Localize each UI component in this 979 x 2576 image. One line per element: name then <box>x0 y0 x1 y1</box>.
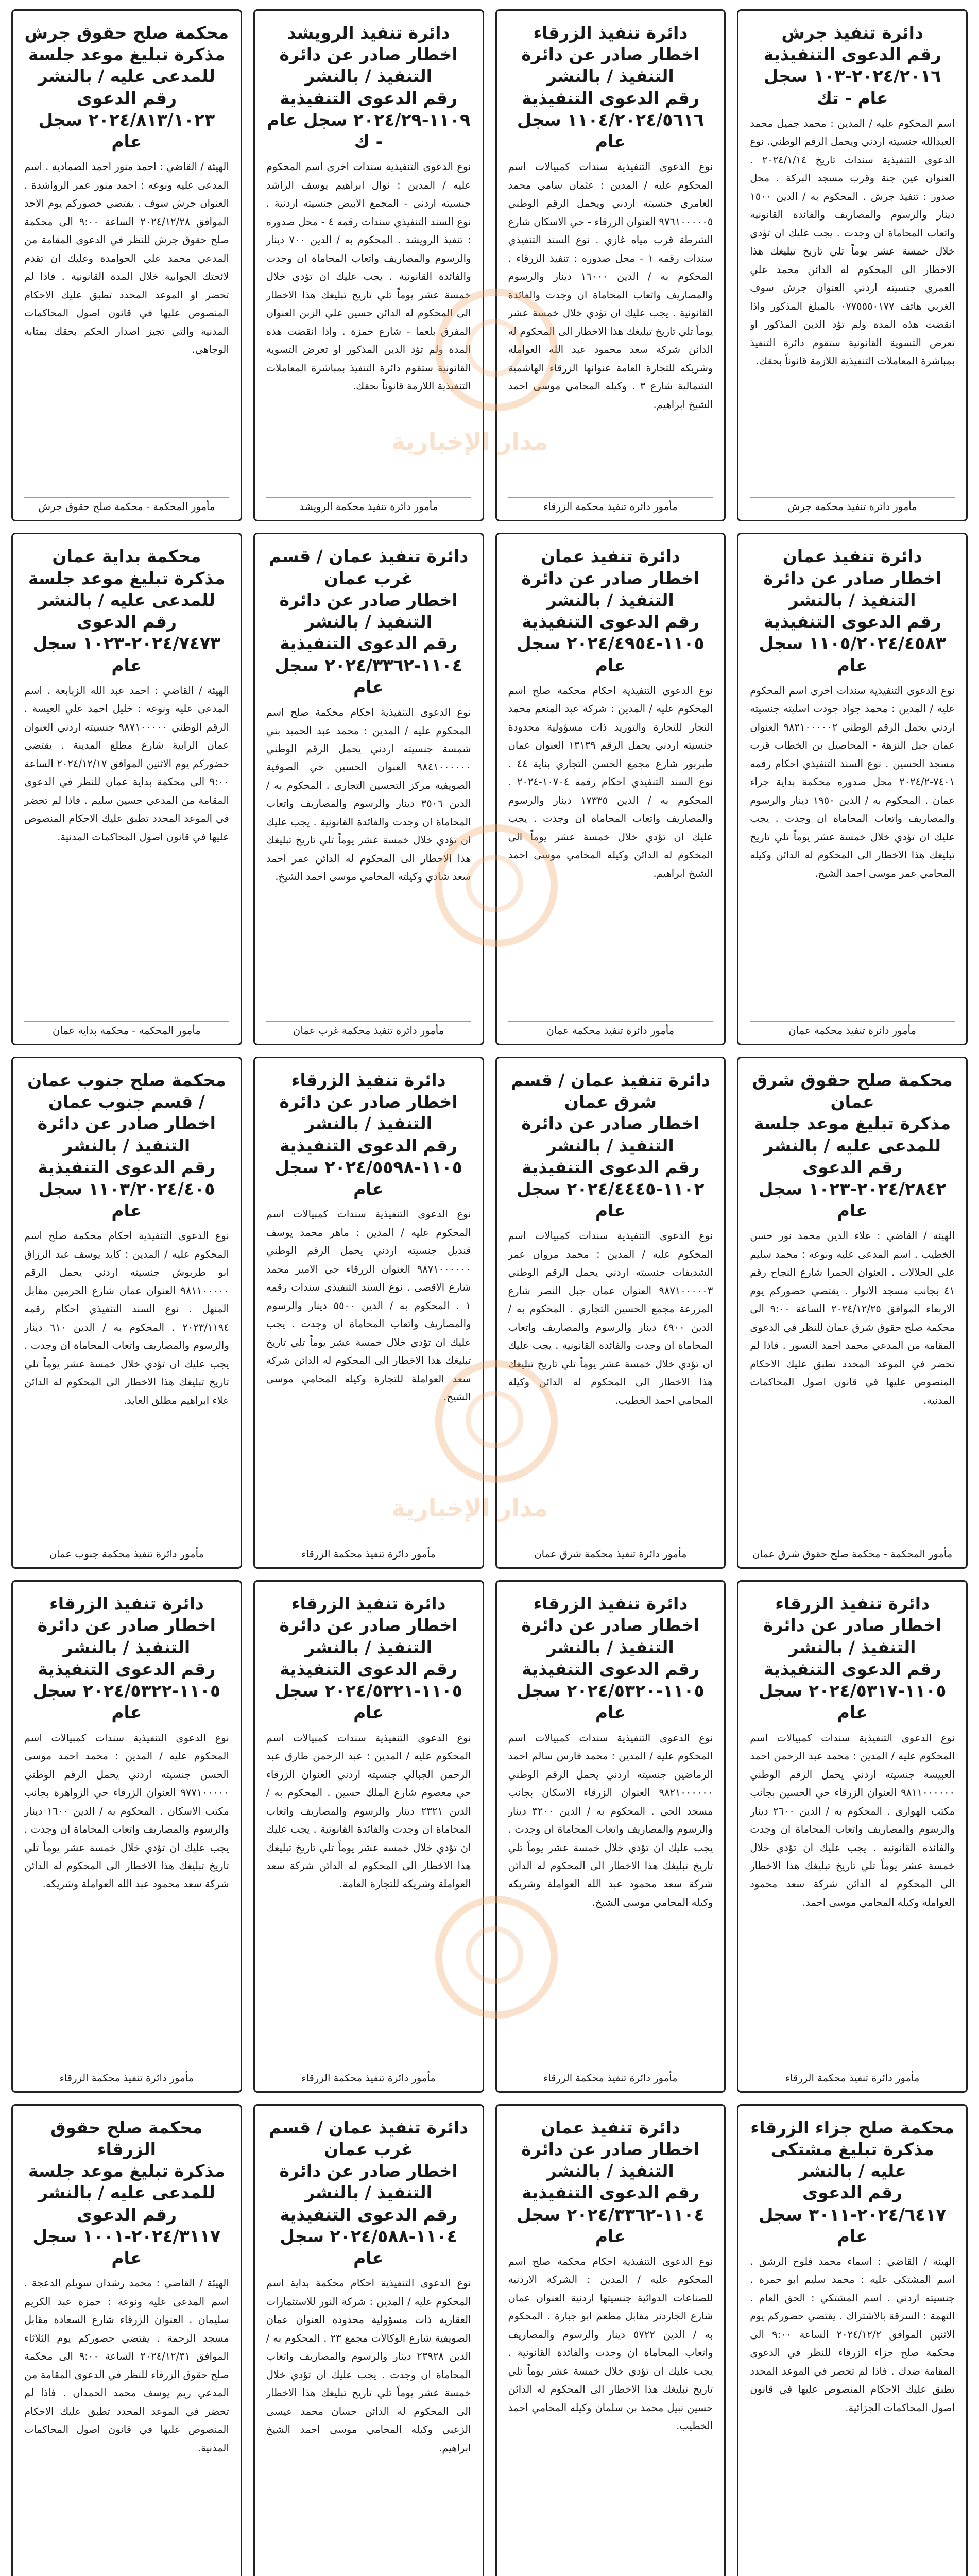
notice-footer: مأمور دائرة تنفيذ محكمة الزرقاء <box>266 2069 471 2084</box>
notice-heading-line: دائرة تنفيذ الزرقاء <box>291 1594 446 1614</box>
notice-heading-line: رقم الدعوى التنفيذية ١١٠٥/٢٠٢٤/٤٥٨٣ سجل عام <box>759 612 946 675</box>
notice-heading-line: دائرة تنفيذ الزرقاء <box>291 1070 446 1090</box>
notice-card <box>737 9 968 521</box>
notice-body <box>24 682 229 1018</box>
notice-body <box>508 2252 713 2576</box>
notice-card <box>253 2104 484 2576</box>
notice-footer: مأمور دائرة تنفيذ محكمة الزرقاء <box>266 1545 471 1560</box>
notices-grid <box>11 9 968 2576</box>
watermark-text: مدار الإخبارية <box>391 428 548 455</box>
notice-header <box>508 2117 713 2247</box>
notice-card <box>495 9 726 521</box>
notice-footer: مأمور دائرة تنفيذ محكمة الرويشد <box>266 497 471 513</box>
notice-footer: مأمور دائرة تنفيذ محكمة الزرقاء <box>750 2069 955 2084</box>
notice-body <box>266 158 471 494</box>
notice-card <box>11 9 242 521</box>
notice-heading-line: رقم الدعوى التنفيذية ١١٠٥-٢٠٢٤/٤٩٥٤ سجل عام <box>517 612 705 675</box>
notice-card <box>737 2104 968 2576</box>
notice-text: نوع الدعوى التنفيذية سندات كمبيالات اسم المحكوم عليه / المدين : محمد عبد الرحمن احمد العبيسة جنسيته اردني يحمل الرقم الوطني ٩٨١١٠٠٠٠٠٠ العنوان الزرقاء حي الحسين بجانب مكتب الهواري . المحكوم به / الدين ٢٦٠٠ دينار والرسوم والمصاريف واتعاب المحاماة ان وجدت والفائدة القانونية . يجب عليك ان تؤدي خلال خمسة عشر يوماً تلي تاريخ تبليغك هذا الاخطار الى المحكوم له الدائن شركة سعد محمود العواملة وكيله المحامي موسى احمد. <box>750 1732 955 1908</box>
notice-heading-line: رقم الدعوى التنفيذية ١١٠٤-٢٠٢٤/٥٨٨ سجل عام <box>280 2204 458 2268</box>
notice-text: نوع الدعوى التنفيذية احكام محكمة صلح اسم المحكوم عليه / المدين : كايد يوسف عبد الرزاق ابو طربوش جنسيته اردني يحمل الرقم ٩٨١١٠٠٠٠٠ العنوان عمان شارع الحرمين مقابل المنهل . نوع السند التنفيذي احكام رقمه ٢٠٢٣/١١٩٤ . المحكوم به / الدين ٦١٠ دينار والرسوم والمصاريف واتعاب المحاماة ان وجدت . يجب عليك ان تؤدي خلال خمسة عشر يوماً تلي تاريخ تبليغك هذا الاخطار الى المحكوم له الدائن علاء ابراهيم مطلق العايد. <box>24 1230 229 1406</box>
notice-heading-line: محكمة صلح حقوق شرق عمان <box>752 1070 953 1112</box>
notice-heading-line: دائرة تنفيذ الزرقاء <box>49 1594 204 1614</box>
notice-body <box>266 703 471 1018</box>
notice-footer: مأمور المحكمة - محكمة بداية عمان <box>24 1021 229 1037</box>
notice-text: نوع الدعوى التنفيذية سندات كمبيالات اسم المحكوم عليه / المدين : ماهر محمد يوسف قنديل جنسيته اردني يحمل الرقم الوطني ٩٨٧١٠٠٠٠٠٠ العنوان الزرقاء حي الامير محمد شارع الاقصى . نوع السند التنفيذي سندات رقمه ١ . المحكوم به / الدين ٥٥٠٠ دينار والرسوم والمصاريف واتعاب المحاماة ان وجدت . يجب عليك ان تؤدي خلال خمسة عشر يوماً تلي تاريخ تبليغك هذا الاخطار الى المحكوم له الدائن شركة سعد العواملة للتجارة وكيله المحامي موسى الشيخ. <box>266 1208 471 1403</box>
notice-header <box>508 1070 713 1222</box>
notice-heading-line: رقم الدعوى التنفيذية ١١٠٤/٢٠٢٤/٥٦١٦ سجل عام <box>517 88 704 152</box>
notice-heading-line: رقم الدعوى التنفيذية ١١٠٥-٢٠٢٤/٥٥٩٨ سجل عام <box>274 1135 462 1199</box>
notice-body <box>750 114 955 494</box>
notice-heading-line: رقم الدعوى التنفيذية ١١٠٥-٢٠٢٤/٥٣١٧ سجل عام <box>758 1658 947 1723</box>
notice-heading-line: اخطار صادر عن دائرة التنفيذ / بالنشر <box>521 2139 700 2181</box>
notice-footer: مأمور دائرة تنفيذ محكمة الزرقاء <box>508 2069 713 2084</box>
notice-card <box>253 533 484 1045</box>
notice-footer: مأمور دائرة تنفيذ محكمة عمان <box>750 1021 955 1037</box>
notice-heading-line: دائرة تنفيذ عمان <box>540 546 680 567</box>
notice-heading-line: اخطار صادر عن دائرة التنفيذ / بالنشر <box>279 1092 458 1134</box>
notice-body <box>24 1729 229 2065</box>
notice-body <box>266 2274 471 2576</box>
notice-heading-line: دائرة تنفيذ الزرقاء <box>775 1594 930 1614</box>
notice-body <box>508 682 713 1018</box>
notice-header <box>508 1593 713 1723</box>
notice-text: نوع الدعوى التنفيذية سندات اخرى اسم المحكوم عليه / المدين : محمد جواد جودت اسليته جنسيته اردني يحمل الرقم الوطني ٩٨٢١٠٠٠٠٠٢ العنوان عمان جبل النزهة - المحاصيل بن الخطاب قرب مسجد الحسين . نوع السند التنفيذي احكام رقمه ٧٤٠١-٢٠٢٤/٢ محل صدوره محكمة بداية جزاء عمان . المحكوم به / الدين ١٩٥٠ دينار والرسوم والمصاريف واتعاب المحاماة ان وجدت . يجب عليك ان تؤدي خلال خمسة عشر يوماً تلي تاريخ تبليغك هذا الاخطار الى المحكوم له الدائن وكيله المحامي عمر موسى احمد الشيخ. <box>750 684 955 879</box>
notice-heading-line: رقم الدعوى التنفيذية ١١٠٥-٢٠٢٤/٥٣٢٢ سجل عام <box>32 1658 221 1723</box>
notice-card <box>11 1057 242 1569</box>
notice-body <box>24 2274 229 2576</box>
notice-header <box>750 22 955 109</box>
notice-card <box>495 1057 726 1569</box>
notice-footer: مأمور دائرة تنفيذ محكمة الزرقاء <box>508 497 713 513</box>
notice-footer: مأمور دائرة تنفيذ محكمة عمان <box>508 1021 713 1037</box>
notice-card <box>253 1057 484 1569</box>
notice-text: نوع الدعوى التنفيذية احكام محكمة صلح اسم المحكوم عليه / المدين : محمد عبد الحميد بني شمسة جنسيته اردني يحمل الرقم الوطني ٩٨٤١٠٠٠٠٠٠ العنوان الحسين حي الصوفية الصويفية مركز التحسين التجاري . المحكوم به / الدين ٣٥٠٦ دينار والرسوم والمصاريف واتعاب المحاماة ان وجدت والفائدة القانونية . يجب عليك ان تؤدي خلال خمسة عشر يوماً تلي تاريخ تبليغك هذا الاخطار الى المحكوم له الدائن عمر احمد سعد شادي وكيلته المحامي موسى احمد الشيخ. <box>266 706 471 883</box>
notice-heading-line: اخطار صادر عن دائرة التنفيذ / بالنشر <box>763 1615 942 1657</box>
notice-heading-line: اخطار صادر عن دائرة التنفيذ / بالنشر <box>521 1113 700 1156</box>
notice-heading-line: محكمة صلح حقوق الزرقاء <box>50 2117 203 2159</box>
notice-card <box>495 533 726 1045</box>
notice-text: الهيئة / القاضي : احمد منور احمد الصمادية . اسم المدعى عليه ونوعه : احمد منور عمر الرواشدة . العنوان جرش سوف . يقتضي حضوركم يوم الاحد الموافق ٢٠٢٤/١٢/٢٨ الساعة ٩:٠٠ الى محكمة صلح حقوق جرش للنظر في الدعوى المقامة من المدعي محمد علي الحوامدة وعليك ان تقدم لائحتك الجوابية خلال المدة القانونية . فاذا لم تحضر او الموعد المحدد تطبق عليك الاحكام المنصوص عليها في قانون اصول المحاكمات المدنية والتي تجيز اصدار الحكم بحقك بمثابة الوجاهي. <box>24 161 229 356</box>
notice-heading-line: مذكرة تبليغ موعد جلسة للمدعى عليه / بالنشر <box>754 1113 951 1156</box>
notice-heading-line: اخطار صادر عن دائرة التنفيذ / بالنشر <box>279 2161 458 2203</box>
notice-body <box>24 158 229 494</box>
notice-heading-line: مذكرة تبليغ موعد جلسة للمدعى عليه / بالنشر <box>28 568 225 610</box>
notice-heading-line: رقم الدعوى التنفيذية ١١٠٥-٢٠٢٤/٥٣٢١ سجل عام <box>274 1658 462 1723</box>
notice-text: نوع الدعوى التنفيذية احكام محكمة صلح اسم المحكوم عليه / المدين : شركة عبد المنعم محمد النجار للتجارة والتوريد ذات مسؤولية محدودة جنسيته اردني يحمل الرقم ١٣١٣٩ العنوان عمان طبربور شارع مجمع الحسن التجاري بناية ٤٤ . نوع السند التنفيذي احكام رقمه ١٠٧٠٤-٢٠٢٤ . المحكوم به / الدين ١٧٣٣٥ دينار والرسوم والمصاريف واتعاب المحاماة ان وجدت . يجب عليك ان تؤدي خلال خمسة عشر يوماً الى المحكوم له الدائن وكيله المحامي موسى احمد الشيخ ابراهيم. <box>508 684 713 879</box>
notice-footer: مأمور دائرة تنفيذ محكمة شرق عمان <box>508 1545 713 1560</box>
notice-body <box>508 1729 713 2065</box>
notice-heading-line: دائرة تنفيذ عمان / قسم غرب عمان <box>269 546 469 588</box>
notice-heading-line: رقم الدعوى ٢٠٢٤/٦٤١٧-٣٠١١ سجل عام <box>758 2182 947 2246</box>
notice-body <box>266 1729 471 2065</box>
notice-heading-line: اخطار صادر عن دائرة التنفيذ / بالنشر <box>279 44 458 87</box>
notice-heading-line: دائرة تنفيذ الرويشد <box>287 23 450 43</box>
notice-card <box>11 1580 242 2092</box>
notice-card <box>253 1580 484 2092</box>
notice-header <box>750 1593 955 1723</box>
notice-body <box>750 1729 955 2065</box>
notice-header <box>266 1593 471 1723</box>
notice-heading-line: اخطار صادر عن دائرة التنفيذ / بالنشر <box>521 568 700 610</box>
notice-text: نوع الدعوى التنفيذية سندات كمبيالات اسم المحكوم عليه / المدين : عبد الرحمن طارق عبد الرحمن الجبالي جنسيته اردني العنوان الزرقاء حي معصوم شارع الملك حسين . المحكوم به / الدين ٢٣٢١ دينار والرسوم والمصاريف واتعاب المحاماة ان وجدت والفائدة القانونية . يجب عليك ان تؤدي خلال خمسة عشر يوماً تلي تاريخ تبليغك هذا الاخطار الى المحكوم له الدائن شركة سعد العواملة وشريكه للتجارة العامة. <box>266 1732 471 1890</box>
notice-header <box>750 2117 955 2247</box>
notice-heading-line: اخطار صادر عن دائرة التنفيذ / بالنشر <box>521 44 700 87</box>
notice-heading-line: دائرة تنفيذ جرش <box>781 23 923 43</box>
notice-heading-line: دائرة تنفيذ عمان <box>540 2117 680 2138</box>
notice-heading-line: دائرة تنفيذ عمان / قسم غرب عمان <box>269 2117 469 2159</box>
notice-text: نوع الدعوى التنفيذية سندات كمبيالات اسم المحكوم عليه / المدين : محمد مروان عمر الشديفات جنسيته اردني يحمل الرقم الوطني ٩٨٧١٠٠٠٠٠٣ العنوان عمان جبل النصر شارع المزرعة مجمع الحسين التجاري . المحكوم به / الدين ٤٩٠٠ دينار والرسوم والمصاريف واتعاب المحاماة ان وجدت والفائدة القانونية . يجب عليك ان تؤدي خلال خمسة عشر يوماً تلي تاريخ تبليغك هذا الاخطار الى المحكوم له الدائن وكيله المحامي احمد الخطيب. <box>508 1230 713 1406</box>
notice-heading-line: رقم الدعوى التنفيذية ١١٠٤-٢٠٢٤/٣٣٦٢ سجل عام <box>274 633 462 697</box>
notice-heading-line: محكمة صلح جزاء الزرقاء <box>750 2117 954 2138</box>
notice-card <box>11 2104 242 2576</box>
notice-heading-line: اخطار صادر عن دائرة التنفيذ / بالنشر <box>37 1615 216 1657</box>
notice-footer: مأمور دائرة تنفيذ محكمة غرب عمان <box>266 1021 471 1037</box>
notice-header <box>266 1070 471 1200</box>
notice-card <box>253 9 484 521</box>
notice-header <box>24 546 229 676</box>
notice-header <box>266 2117 471 2269</box>
notice-footer: مأمور المحكمة - محكمة صلح حقوق شرق عمان <box>750 1545 955 1560</box>
notice-body <box>508 158 713 494</box>
notice-heading-line: رقم الدعوى التنفيذية ١١٠٤-٢٠٢٤/٣٣٦٢ سجل عام <box>517 2182 705 2246</box>
notice-heading-line: اخطار صادر عن دائرة التنفيذ / بالنشر <box>763 568 942 610</box>
notice-heading-line: محكمة بداية عمان <box>52 546 201 567</box>
notice-header <box>24 1593 229 1723</box>
notice-heading-line: اخطار صادر عن دائرة التنفيذ / بالنشر <box>279 1615 458 1657</box>
notice-header <box>266 22 471 152</box>
notice-footer: مأمور دائرة تنفيذ محكمة جرش <box>750 497 955 513</box>
notice-heading-line: رقم الدعوى ٢٠٢٤/٣١١٧-١٠٠١ سجل عام <box>32 2204 221 2268</box>
notice-body <box>750 2252 955 2576</box>
notice-heading-line: رقم الدعوى التنفيذية ١١٠٣/٢٠٢٤/٤٠٥ سجل عام <box>38 1157 216 1221</box>
notice-body <box>508 1227 713 1541</box>
notice-body <box>266 1205 471 1541</box>
notice-heading-line: اخطار صادر عن دائرة التنفيذ / بالنشر <box>279 589 458 632</box>
notice-heading-line: مذكرة تبليغ موعد جلسة للمدعى عليه / بالنشر <box>28 2161 225 2203</box>
notice-header <box>24 22 229 152</box>
notice-heading-line: محكمة صلح جنوب عمان / قسم جنوب عمان <box>27 1070 226 1112</box>
notice-text: نوع الدعوى التنفيذية سندات كمبيالات اسم المحكوم عليه / المدين : عثمان سامي محمد العامري جنسيته اردني ويحمل الرقم الوطني ٩٧٦١٠٠٠٠٠٥ العنوان الزرقاء - حي الاسكان شارع الشرطة قرب مياه غازي . نوع السند التنفيذي سندات رقمه ١ - محل صدوره : تنفيذ الزرقاء . المحكوم به / الدين ١٦٠٠٠ دينار والرسوم والمصاريف واتعاب المحاماة ان وجدت والفائدة القانونية . يجب عليك ان تؤدي خلال خمسة عشر يوماً تلي تاريخ تبليغك هذا الاخطار الى المحكوم له الدائن شركة سعد محمود عبد الله العواملة وشريكه للتجارة العامة عنوانها الزرقاء الهاشمية الشمالية شارع ٣ . وكيله المحامي موسى احمد الشيخ ابراهيم. <box>508 161 713 411</box>
notice-heading-line: رقم الدعوى ٢٠٢٤/٧٤٧٣-١٠٢٣ سجل عام <box>32 612 221 675</box>
notice-card <box>11 533 242 1045</box>
notice-text: الهيئة / القاضي : احمد عبد الله الزبابعة . اسم المدعى عليه ونوعه : خليل احمد علي العيسة . الرقم الوطني ٩٨٧١٠٠٠٠٠ جنسيته اردني العنوان عمان الرابية شارع مطلع المدينة . يقتضي حضوركم يوم الاثنين الموافق ٢٠٢٤/١٢/١٧ الساعة ٩:٠٠ الى محكمة بداية عمان للنظر في الدعوى المقامة من المدعي حسين سليم . فاذا لم تحضر في الموعد المحدد تطبق عليك الاحكام المنصوص عليها في قانون اصول المحاكمات المدنية. <box>24 684 229 843</box>
notice-heading-line: رقم الدعوى التنفيذية ١١٠٩-٢٠٢٤/٢٩ سجل عام - ك <box>267 88 471 152</box>
notice-header <box>508 546 713 676</box>
notice-header <box>750 1070 955 1222</box>
notice-header <box>24 1070 229 1222</box>
notice-heading-line: رقم الدعوى ٢٠٢٤/٨١٣/١٠٢٣ سجل عام <box>38 88 215 152</box>
notice-card <box>737 533 968 1045</box>
notice-heading-line: رقم الدعوى التنفيذية ١١٠٥-٢٠٢٤/٥٣٢٠ سجل عام <box>517 1658 705 1723</box>
notice-heading-line: دائرة تنفيذ عمان <box>782 546 922 567</box>
notice-heading-line: اخطار صادر عن دائرة التنفيذ / بالنشر <box>37 1113 216 1156</box>
notice-text: نوع الدعوى التنفيذية سندات كمبيالات اسم المحكوم عليه / المدين : محمد فارس سالم احمد الرماضين جنسيته اردني يحمل الرقم الوطني ٩٨٢١٠٠٠٠٠٠ العنوان الزرقاء الاسكان بجانب مسجد الحي . المحكوم به / الدين ٣٢٠٠ دينار والرسوم والمصاريف واتعاب المحاماة ان وجدت . يجب عليك ان تؤدي خلال خمسة عشر يوماً تلي تاريخ تبليغك هذا الاخطار الى المحكوم له الدائن شركة سعد محمود عبد الله العواملة وشريكه وكيله المحامي موسى الشيخ. <box>508 1732 713 1908</box>
notice-heading-line: محكمة صلح حقوق جرش <box>24 23 229 43</box>
notice-heading-line: مذكرة تبليغ مشتكى عليه / بالنشر <box>770 2139 934 2181</box>
notice-text: الهيئة / القاضي : اسماء محمد فلوح الرشق . اسم المشتكى عليه : محمد سليم ابو حمرة . جنسيته اردني . اسم المشتكي : الحق العام . التهمة : السرقة بالاشتراك . يقتضي حضوركم يوم الاثنين الموافق ٢٠٢٤/١٢/٢ الساعة ٩:٠٠ الى محكمة صلح جزاء الزرقاء للنظر في الدعوى المقامة ضدك . فاذا لم تحضر في الموعد المحدد تطبق عليك الاحكام المنصوص عليها في قانون اصول المحاكمات الجزائية. <box>750 2256 955 2414</box>
notice-heading-line: رقم الدعوى ٢٠٢٤/٢٨٤٢-١٠٢٣ سجل عام <box>758 1157 947 1221</box>
watermark-text: مدار الإخبارية <box>391 1494 548 1522</box>
notice-heading-line: دائرة تنفيذ الزرقاء <box>533 1594 688 1614</box>
notice-heading-line: رقم الدعوى التنفيذية ١١٠٢-٢٠٢٤/٤٤٤٥ سجل عام <box>517 1157 705 1221</box>
notice-body <box>24 1227 229 1541</box>
notice-text: اسم المحكوم عليه / المدين : محمد جميل محمد العبدالله جنسيته اردني ويحمل الرقم الوطني. نوع الدعوى التنفيذية سندات تاريخ ٢٠٢٤/١/١٤ . العنوان عين جنة وقرب مسجد البركة . محل صدور : تنفيذ جرش . المحكوم به / الدين ١٥٠٠ دينار والرسوم والمصاريف والفائدة القانونية واتعاب المحاماة ان وجدت . يجب عليك ان تؤدي خلال خمسة عشر يوماً تلي تاريخ تبليغك هذا الاخطار الى المحكوم له الدائن محمد علي العمري جنسيته اردني العنوان جرش سوف الغربي هاتف ٠٧٧٥٥٥٠١٧٧ بالمبلغ المذكور واذا انقضت هذه المدة ولم تؤد الدين المذكور او تعرض التسوية القانونية ستقوم دائرة التنفيذ بمباشرة المعاملات التنفيذية اللازمة قانوناً بحقك. <box>750 117 955 367</box>
notice-body <box>750 682 955 1018</box>
notice-text: الهيئة / القاضي : محمد رشدان سويلم الدعجة . اسم المدعى عليه ونوعه : حمزة عبد الكريم سليمان . العنوان الزرقاء شارع السعادة مقابل مسجد الرحمة . يقتضي حضوركم يوم الثلاثاء الموافق ٢٠٢٤/١٢/٣١ الساعة ٩:٠٠ الى محكمة صلح حقوق الزرقاء للنظر في الدعوى المقامة من المدعي ريم يوسف محمد الحمدان . فاذا لم تحضر في الموعد المحدد تطبق عليك الاحكام المنصوص عليها في قانون اصول المحاكمات المدنية. <box>24 2277 229 2454</box>
notice-text: نوع الدعوى التنفيذية احكام محكمة صلح اسم المحكوم عليه / المدين : الشركة الاردنية للصناعات الدوائية جنسيتها اردنية العنوان عمان شارع الجاردنز مقابل مطعم ابو جبارة . المحكوم به / الدين ٥٧٢٢ دينار والرسوم والمصاريف واتعاب المحاماة ان وجدت والفائدة القانونية . يجب عليك ان تؤدي خلال خمسة عشر يوماً تلي تاريخ تبليغك هذا الاخطار الى المحكوم له الدائن حسين نبيل محمد بن سلمان وكيله المحامي احمد الخطيب. <box>508 2256 713 2432</box>
notice-card <box>495 2104 726 2576</box>
notice-card <box>495 1580 726 2092</box>
notice-heading-line: دائرة تنفيذ عمان / قسم شرق عمان <box>510 1070 710 1112</box>
notice-footer: مأمور دائرة تنفيذ محكمة جنوب عمان <box>24 1545 229 1560</box>
notice-header <box>24 2117 229 2269</box>
notice-text: الهيئة / القاضي : علاء الدين محمد نور حسن الخطيب . اسم المدعى عليه ونوعه : محمد سليم علي الحلالات . العنوان الحمرا شارع النجاح رقم ٤١ بجانب مسجد الانوار . يقتضي حضوركم يوم الاربعاء الموافق ٢٠٢٤/١٢/٢٥ الساعة ٩:٠٠ الى محكمة صلح حقوق شرق عمان للنظر في الدعوى المقامة من المدعي محمد احمد النسور . فاذا لم تحضر في الموعد المحدد تطبق عليك الاحكام المنصوص عليها في قانون اصول المحاكمات المدنية. <box>750 1230 955 1406</box>
notice-card <box>737 1580 968 2092</box>
notice-text: نوع الدعوى التنفيذية سندات اخرى اسم المحكوم عليه / المدين : نوال ابراهيم يوسف الراشد جنسيته اردني - المجمع الابيض جنسيته اردنية . نوع السند التنفيذي سندات رقمه ٤ - محل صدوره : تنفيذ الرويشد . المحكوم به / الدين ٧٠٠ دينار والرسوم والمصاريف واتعاب المحاماة ان وجدت والفائدة القانونية . يجب عليك ان تؤدي خلال خمسة عشر يوماً تلي تاريخ تبليغك هذا الاخطار الى المحكوم له الدائن حسين علي الزبن العنوان المفرق بلعما - شارع حمزة . واذا انقضت هذه المدة ولم تؤد الدين المذكور او تعرض التسوية القانونية ستقوم دائرة التنفيذ بمباشرة المعاملات التنفيذية اللازمة قانوناً بحقك. <box>266 161 471 393</box>
notice-card <box>737 1057 968 1569</box>
notice-footer: مأمور دائرة تنفيذ محكمة الزرقاء <box>24 2069 229 2084</box>
notice-heading-line: اخطار صادر عن دائرة التنفيذ / بالنشر <box>521 1615 700 1657</box>
notice-heading-line: مذكرة تبليغ موعد جلسة للمدعى عليه / بالنشر <box>28 44 225 87</box>
notice-header <box>266 546 471 698</box>
notice-header <box>508 22 713 152</box>
notice-text: نوع الدعوى التنفيذية سندات كمبيالات اسم المحكوم عليه / المدين : محمد احمد موسى الحسن جنسيته اردني يحمل الرقم الوطني ٩٧٧١٠٠٠٠٠ العنوان الزرقاء حي الزواهرة بجانب مكتب الاسكان . المحكوم به / الدين ١٦٠٠ دينار والرسوم والمصاريف واتعاب المحاماة ان وجدت . يجب عليك ان تؤدي خلال خمسة عشر يوماً تلي تاريخ تبليغك هذا الاخطار الى المحكوم له الدائن شركة سعد محمود عبد الله العواملة وشريكه. <box>24 1732 229 1890</box>
notice-footer: مأمور المحكمة - محكمة صلح حقوق جرش <box>24 497 229 513</box>
notice-text: نوع الدعوى التنفيذية احكام محكمة بداية اسم المحكوم عليه / المدين : شركة النور للاستثمارات العقارية ذات مسؤولية محدودة العنوان عمان الصويفية شارع الوكالات مجمع ٢٣ . المحكوم به / الدين ٢٣٩٢٨ دينار والرسوم والمصاريف واتعاب المحاماة ان وجدت . يجب عليك ان تؤدي خلال خمسة عشر يوماً تلي تاريخ تبليغك هذا الاخطار الى المحكوم له الدائن حسان محمد عيسى الزعبي وكيله المحامي موسى احمد الشيخ ابراهيم. <box>266 2277 471 2454</box>
notice-heading-line: رقم الدعوى التنفيذية ٢٠٢٤/٢٠١٦-١٠٣ سجل عام - تك <box>763 44 941 108</box>
notice-header <box>750 546 955 676</box>
notice-heading-line: دائرة تنفيذ الزرقاء <box>533 23 688 43</box>
notice-body <box>750 1227 955 1541</box>
